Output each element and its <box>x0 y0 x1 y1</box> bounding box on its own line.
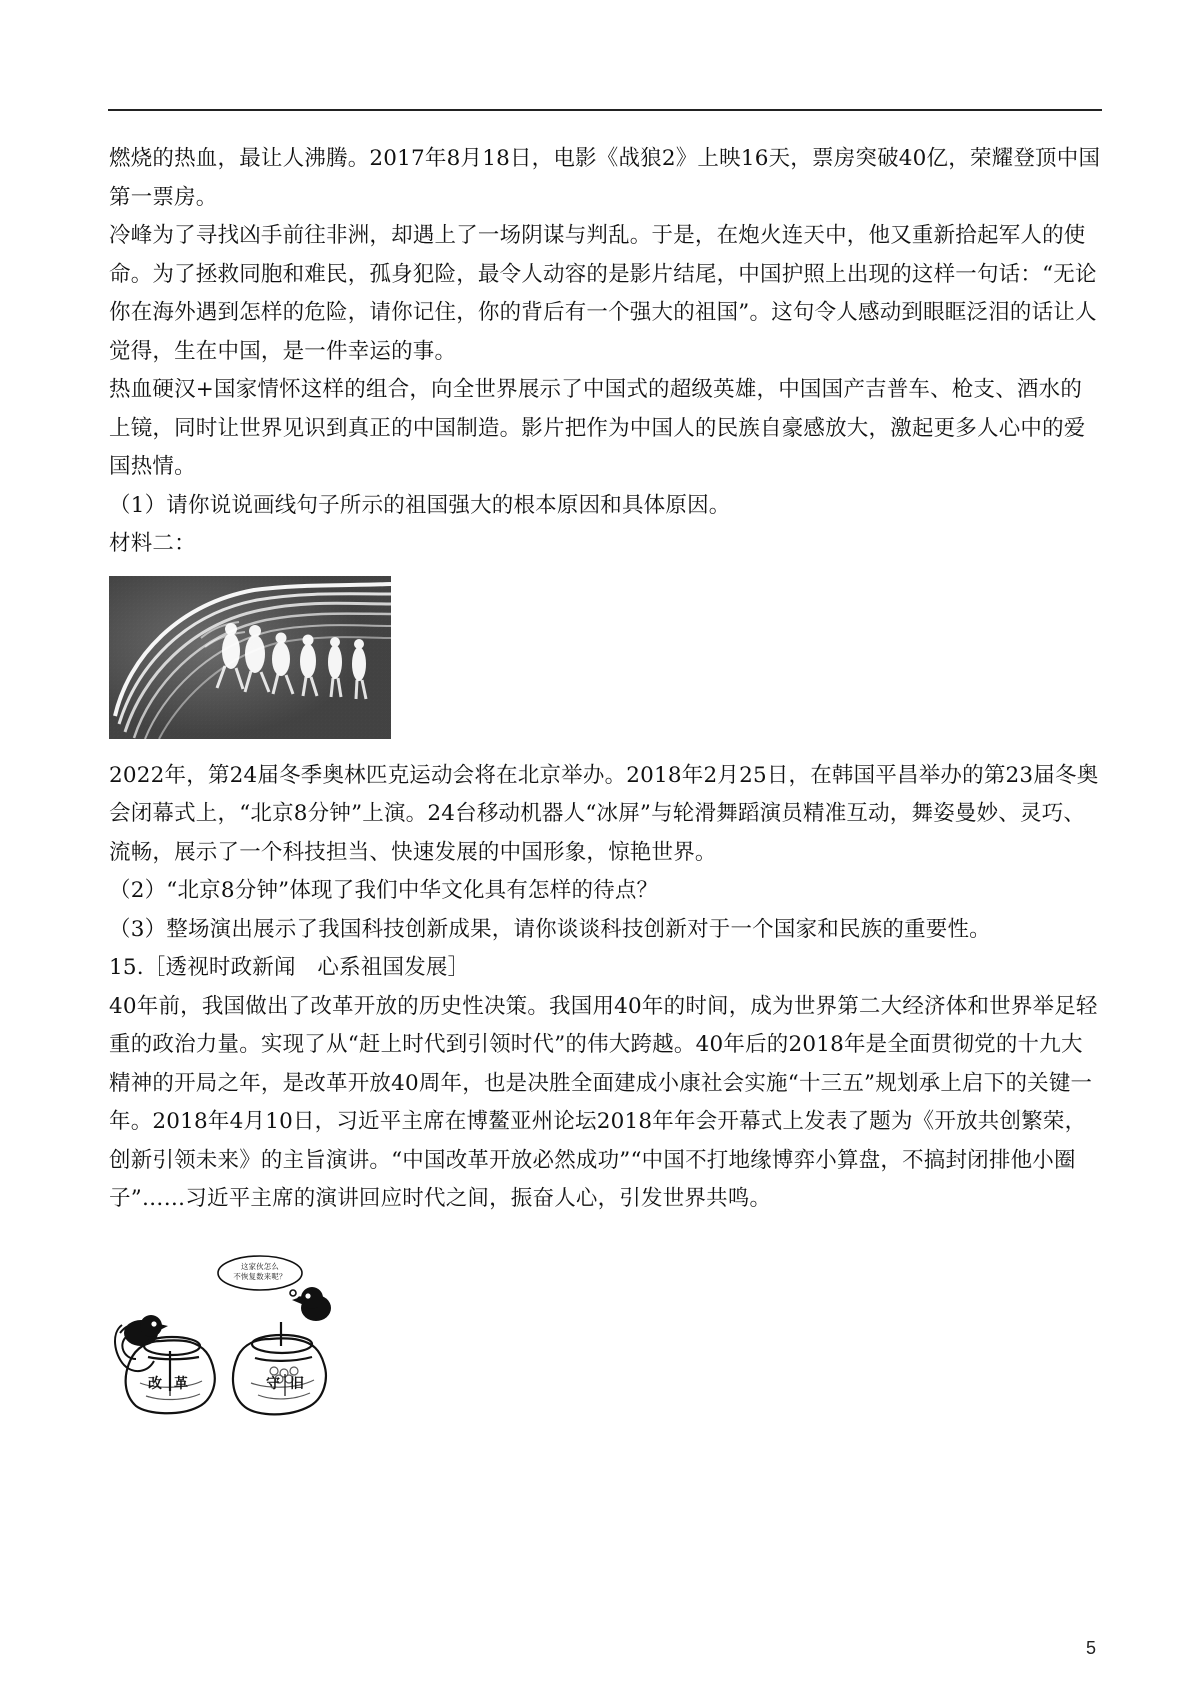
reform-cartoon-image <box>106 1251 356 1417</box>
paragraph-2: 冷峰为了寻找凶手前往非洲，却遇上了一场阴谋与判乱。于是，在炮火连天中，他又重新拾起军人的使命。为了拯救同胞和难民，孤身犯险，最令人动容的是影片结尾，中国护照上出现的这样一句话：“无论你在海外遇到怎样的危险，请你记住，你的背后有一个强大的祖国”。这句令人感动到眼眶泛泪的话让人觉得，生在中国，是一件幸运的事。 <box>109 223 1097 364</box>
paragraph-4: 2022年，第24届冬季奥林匹克运动会将在北京举办。2018年2月25日，在韩国平昌举办的第23届冬奥会闭幕式上，“北京8分钟”上演。24台移动机器人“冰屏”与轮滑舞蹈演员精准互动，舞姿曼妙、灵巧、流畅，展示了一个科技担当、快速发展的中国形象，惊艳世界。 <box>109 762 1099 865</box>
question-1: （1）请你说说画线句子所示的祖国强大的根本原因和具体原因。 <box>109 492 731 518</box>
svg-text:革: 革 <box>174 1375 189 1392</box>
svg-text:这家伙怎么: 这家伙怎么 <box>241 1261 279 1271</box>
page-content <box>109 140 1101 1417</box>
material-2-label: 材料二： <box>109 531 196 556</box>
olympic-ceremony-image <box>109 576 391 739</box>
svg-text:守: 守 <box>266 1375 281 1392</box>
question-3: （3）整场演出展示了我国科技创新成果，请你谈谈科技创新对于一个国家和民族的重要性。 <box>109 916 991 942</box>
paragraph-3: 热血硬汉+国家情怀这样的组合，向全世界展示了中国式的超级英雄，中国国产吉普车、枪支、酒水的上镜，同时让世界见识到真正的中国制造。影片把作为中国人的民族自豪感放大，激起更多人心中的爱国热情。 <box>109 377 1086 479</box>
svg-text:旧: 旧 <box>290 1375 305 1392</box>
question-15-heading: 15.［透视时政新闻 心系祖国发展］ <box>109 955 470 980</box>
paragraph-5: 40年前，我国做出了改革开放的历史性决策。我国用40年的时间，成为世界第二大经济体和世界举足轻重的政治力量。实现了从“赶上时代到引领时代”的伟大跨越。40年后的2018年是全面贯彻党的十九大精神的开局之年，是改革开放40周年，也是决胜全面建成小康社会实施“十三五”规划承上启下的关键一年。2018年4月10日，习近平主席在博鳌亚州论坛2018年年会开幕式上发表了题为《开放共创繁荣，创新引领未来》的主旨演讲。“中国改革开放必然成功”“中国不打地缘博弈小算盘，不搞封闭排他小圈子”……习近平主席的演讲回应时代之间，振奋人心，引发世界共鸣。 <box>109 993 1098 1211</box>
question-2: （2）“北京8分钟”体现了我们中华文化具有怎样的待点？ <box>109 878 659 903</box>
page-number: 5 <box>1085 1638 1096 1658</box>
svg-text:改: 改 <box>148 1375 163 1392</box>
svg-text:不恢复数来呢？: 不恢复数来呢？ <box>233 1271 287 1281</box>
header-rule <box>108 109 1102 111</box>
paragraph-1: 燃烧的热血，最让人沸腾。2017年8月18日，电影《战狼2》上映16天，票房突破40亿，荣耀登顶中国第一票房。 <box>109 146 1101 210</box>
